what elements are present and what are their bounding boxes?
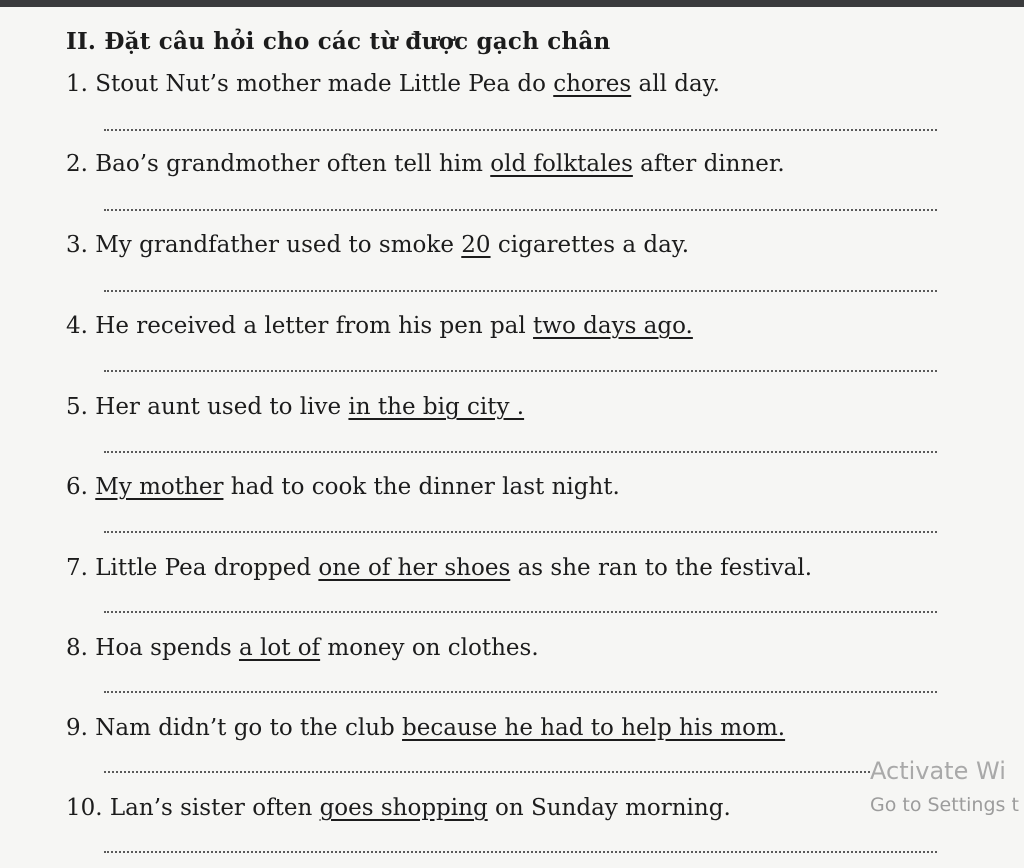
question-text: cigarettes a day. [490, 232, 690, 258]
question-5 [66, 393, 524, 421]
worksheet-page [0, 7, 1024, 868]
question-text: 2. Bao’s grandmother often tell him [66, 151, 491, 177]
underlined-phrase: two days ago. [533, 313, 693, 339]
question-text: all day. [631, 71, 720, 97]
go-to-settings-watermark: Go to Settings t [870, 794, 1019, 816]
question-10 [66, 794, 731, 822]
question-text: on Sunday morning. [487, 795, 731, 821]
section-title: II. Đặt câu hỏi cho các từ được gạch chân [66, 28, 611, 55]
question-text: 1. Stout Nut’s mother made Little Pea do [66, 71, 554, 97]
answer-line-10[interactable] [104, 851, 937, 853]
answer-line-3[interactable] [104, 290, 937, 292]
question-3 [66, 231, 689, 259]
underlined-phrase: 20 [461, 232, 491, 258]
answer-line-8[interactable] [104, 691, 937, 693]
question-4 [66, 312, 693, 340]
underlined-phrase: old folktales [490, 151, 633, 177]
answer-line-1[interactable] [104, 129, 937, 131]
underlined-phrase: because he had to help his mom. [402, 715, 786, 741]
question-2 [66, 150, 785, 178]
underlined-phrase: chores [553, 71, 632, 97]
question-text: after dinner. [632, 151, 785, 177]
answer-line-7[interactable] [104, 611, 937, 613]
question-text: 5. Her aunt used to live [66, 394, 349, 420]
answer-line-4[interactable] [104, 370, 937, 372]
question-text: 6. [66, 474, 96, 500]
underlined-phrase: My mother [95, 474, 224, 500]
underlined-phrase: one of her shoes [318, 555, 511, 581]
question-9 [66, 714, 785, 742]
question-7 [66, 554, 812, 582]
window-top-bar [0, 0, 1024, 7]
question-text: 10. Lan’s sister often [66, 795, 320, 821]
question-6 [66, 473, 620, 501]
answer-line-5[interactable] [104, 451, 937, 453]
question-1 [66, 70, 720, 98]
question-text: money on clothes. [320, 635, 539, 661]
underlined-phrase: a lot of [238, 635, 321, 661]
question-text: 7. Little Pea dropped [66, 555, 319, 581]
question-text: 8. Hoa spends [66, 635, 239, 661]
question-text: as she ran to the festival. [510, 555, 813, 581]
answer-line-2[interactable] [104, 209, 937, 211]
answer-line-9[interactable] [104, 771, 870, 773]
question-text: 3. My grandfather used to smoke [66, 232, 462, 258]
question-text: 4. He received a letter from his pen pal [66, 313, 534, 339]
underlined-phrase: goes shopping [319, 795, 488, 821]
underlined-phrase: in the big city . [348, 394, 525, 420]
question-text: 9. Nam didn’t go to the club [66, 715, 403, 741]
question-8 [66, 634, 539, 662]
activate-windows-watermark: Activate Wi [870, 757, 1006, 785]
question-text: had to cook the dinner last night. [223, 474, 620, 500]
answer-line-6[interactable] [104, 531, 937, 533]
